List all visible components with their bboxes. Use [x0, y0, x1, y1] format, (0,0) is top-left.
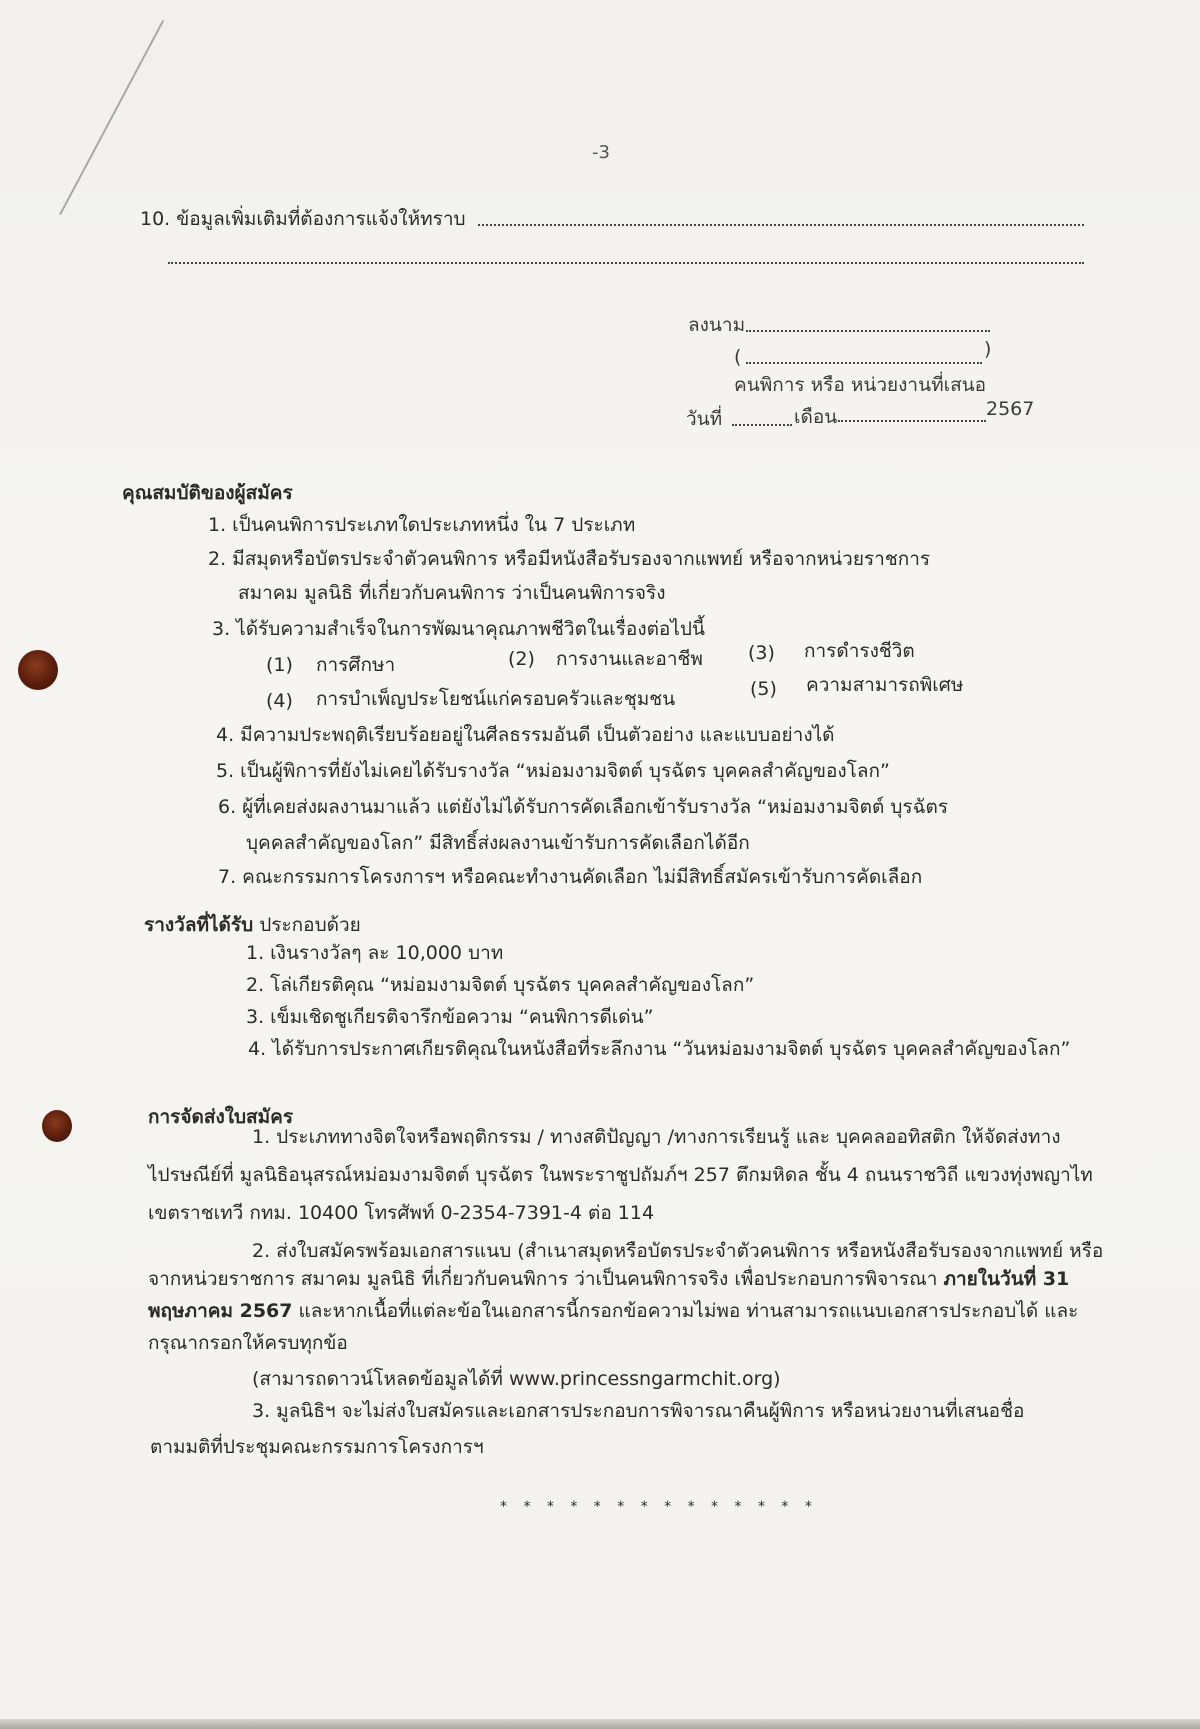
qualification-item-6-line-2: บุคคลสำคัญของโลก” มีสิทธิ์ส่งผลงานเข้ารับการคัดเลือกได้อีก — [246, 832, 750, 854]
sub-item-1-label: การศึกษา — [316, 654, 396, 676]
submission-deadline-part-1: ภายในวันที่ 31 — [943, 1268, 1070, 1290]
end-of-document-mark: * * * * * * * * * * * * * * — [500, 1499, 818, 1515]
submission-p2-line-2-text: จากหน่วยราชการ สมาคม มูลนิธิ ที่เกี่ยวกับคนพิการ ว่าเป็นคนพิการจริง เพื่อประกอบการพิจารณา — [148, 1268, 944, 1290]
open-paren: ( — [734, 346, 742, 368]
day-label: วันที่ — [686, 408, 723, 430]
submission-p2-line-3 — [148, 1298, 1078, 1324]
sign-label: ลงนาม — [688, 314, 746, 336]
page-bottom-edge — [0, 1719, 1200, 1729]
qualifications-heading: คุณสมบัติของผู้สมัคร — [122, 482, 293, 504]
submission-deadline-part-2: พฤษภาคม 2567 — [148, 1300, 293, 1322]
signer-role: คนพิการ หรือ หน่วยงานที่เสนอ — [734, 374, 987, 396]
printed-name-line[interactable] — [746, 362, 982, 364]
sub-item-4-number: (4) — [266, 690, 293, 712]
submission-heading: การจัดส่งใบสมัคร — [148, 1106, 294, 1128]
submission-p2-line-3-text: และหากเนื้อที่แต่ละข้อในเอกสารนี้กรอกข้อความไม่พอ ท่านสามารถแนบเอกสารประกอบได้ และ — [292, 1300, 1079, 1322]
submission-p2-line-4: กรุณากรอกให้ครบทุกข้อ — [148, 1332, 348, 1354]
month-label: เดือน — [794, 406, 838, 428]
sub-item-2-label: การงานและอาชีพ — [556, 648, 703, 670]
submission-p1-line-1: 1. ประเภททางจิตใจหรือพฤติกรรม / ทางสติปัญญา /ทางการเรียนรู้ และ บุคคลออทิสติก ให้จัดส่งทาง — [252, 1126, 1061, 1148]
qualification-item-2-line-2: สมาคม มูลนิธิ ที่เกี่ยวกับคนพิการ ว่าเป็นคนพิการจริง — [238, 582, 666, 604]
qualification-item-1: 1. เป็นคนพิการประเภทใดประเภทหนึ่ง ใน 7 ประเภท — [208, 514, 636, 536]
submission-p3-line-1: 3. มูลนิธิฯ จะไม่ส่งใบสมัครและเอกสารประกอบการพิจารณาคืนผู้พิการ หรือหน่วยงานที่เสนอชื่อ — [252, 1400, 1025, 1422]
qualification-item-5: 5. เป็นผู้พิการที่ยังไม่เคยได้รับรางวัล “หม่อมงามจิตต์ บุรฉัตร บุคคลสำคัญของโลก” — [216, 760, 890, 782]
q10-answer-line-1[interactable] — [478, 224, 1084, 226]
award-item-4: 4. ได้รับการประกาศเกียรติคุณในหนังสือที่ระลึกงาน “วันหม่อมงามจิตต์ บุรฉัตร บุคคลสำคัญของโลก” — [248, 1038, 1071, 1060]
submission-p2-line-1: 2. ส่งใบสมัครพร้อมเอกสารแนบ (สำเนาสมุดหรือบัตรประจำตัวคนพิการ หรือหนังสือรับรองจากแพทย์ หรือ — [252, 1240, 1104, 1262]
sub-item-2-number: (2) — [508, 648, 535, 670]
month-line[interactable] — [838, 420, 986, 422]
sub-item-4-label: การบำเพ็ญประโยชน์แก่ครอบครัวและชุมชน — [316, 688, 676, 710]
awards-heading-suffix: ประกอบด้วย — [253, 914, 361, 936]
qualification-item-6-line-1: 6. ผู้ที่เคยส่งผลงานมาแล้ว แต่ยังไม่ได้รับการคัดเลือกเข้ารับรางวัล “หม่อมงามจิตต์ บุรฉัตร — [218, 796, 949, 818]
page-number: -3 — [592, 142, 610, 163]
sub-item-5-label: ความสามารถพิเศษ — [806, 674, 964, 696]
submission-p2-line-2 — [148, 1266, 1069, 1292]
qualification-item-7: 7. คณะกรรมการโครงการฯ หรือคณะทำงานคัดเลือก ไม่มีสิทธิ์สมัครเข้ารับการคัดเลือก — [218, 866, 923, 888]
award-item-1: 1. เงินรางวัลๆ ละ 10,000 บาท — [246, 942, 504, 964]
punch-hole-lower — [42, 1110, 72, 1142]
punch-hole-upper — [18, 650, 58, 690]
day-line[interactable] — [732, 424, 792, 426]
submission-p1-line-3: เขตราชเทวี กทม. 10400 โทรศัพท์ 0-2354-7391-4 ต่อ 114 — [148, 1202, 655, 1224]
awards-heading: รางวัลที่ได้รับ — [144, 914, 254, 936]
award-item-3: 3. เข็มเชิดชูเกียรติจารึกข้อความ “คนพิการดีเด่น” — [246, 1006, 654, 1028]
q10-answer-line-2[interactable] — [168, 262, 1084, 264]
submission-p3-line-2: ตามมติที่ประชุมคณะกรรมการโครงการฯ — [150, 1436, 484, 1458]
sub-item-3-label: การดำรงชีวิต — [804, 640, 915, 662]
sub-item-5-number: (5) — [750, 678, 777, 700]
close-paren: ) — [984, 338, 992, 360]
q10-label: 10. ข้อมูลเพิ่มเติมที่ต้องการแจ้งให้ทราบ — [140, 208, 466, 230]
award-item-2: 2. โล่เกียรติคุณ “หม่อมงามจิตต์ บุรฉัตร บุคคลสำคัญของโลก” — [246, 974, 755, 996]
qualification-item-3: 3. ได้รับความสำเร็จในการพัฒนาคุณภาพชีวิตในเรื่องต่อไปนี้ — [212, 618, 705, 640]
qualification-item-2-line-1: 2. มีสมุดหรือบัตรประจำตัวคนพิการ หรือมีหนังสือรับรองจากแพทย์ หรือจากหน่วยราชการ — [208, 548, 931, 570]
sub-item-1-number: (1) — [266, 654, 293, 676]
awards-heading-row — [144, 912, 361, 938]
submission-p1-line-2: ไปรษณีย์ที่ มูลนิธิอนุสรณ์หม่อมงามจิตต์ บุรฉัตร ในพระราชูปถัมภ์ฯ 257 ตึกมหิดล ชั้น 4 ถนนราชวิถี แขวงทุ่งพญาไท — [148, 1164, 1093, 1186]
page-fold-crease — [0, 0, 164, 215]
download-note: (สามารถดาวน์โหลดข้อมูลได้ที่ www.princessngarmchit.org) — [252, 1368, 781, 1390]
signature-line[interactable] — [746, 330, 990, 332]
qualification-item-4: 4. มีความประพฤติเรียบร้อยอยู่ในศีลธรรมอันดี เป็นตัวอย่าง และแบบอย่างได้ — [216, 724, 835, 746]
year-value: 2567 — [986, 398, 1035, 420]
sub-item-3-number: (3) — [748, 642, 775, 664]
